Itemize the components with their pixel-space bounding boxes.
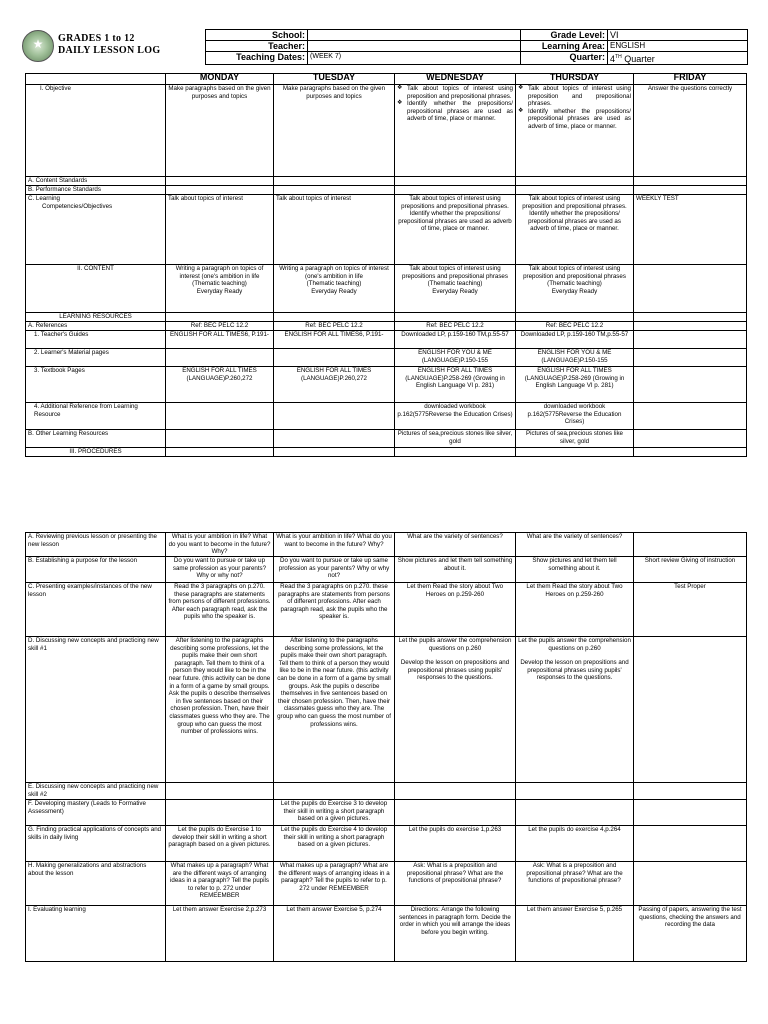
competencies-thursday: Talk about topics of interest using preposition and prepositional phrases. Identify whether the prepositions/ prepositional phrases are used as adverb of time, place or manner. xyxy=(516,195,634,265)
quarter-value xyxy=(608,52,748,65)
lm-wednesday: ENGLISH FOR YOU & ME (LANGUAGE)P.150-155 xyxy=(395,349,516,367)
area-value: ENGLISH xyxy=(608,41,748,52)
proc-a-label: A. Reviewing previous lesson or presenting the new lesson xyxy=(26,533,166,557)
proc-f-label: F. Developing mastery (Leads to Formative Assessment) xyxy=(26,800,166,826)
empty-cell xyxy=(274,430,395,448)
proc-b-tuesday: Do you want to pursue or take up same profession as your parents? Why or why not? xyxy=(274,557,395,583)
dates-label: Teaching Dates: xyxy=(206,52,308,65)
content-tuesday xyxy=(274,265,395,313)
proc-d-thursday xyxy=(516,637,634,783)
empty-cell xyxy=(516,448,634,457)
proc-b-label: B. Establishing a purpose for the lesson xyxy=(26,557,166,583)
empty-cell xyxy=(634,186,747,195)
teachers-guides-label: 1. Teacher's Guides xyxy=(26,331,166,349)
ot-thursday: Pictures of sea,precious stones like silver, gold xyxy=(516,430,634,448)
proc-i-wednesday: Directions: Arrange the following sentences in paragraph form. Decide the order in which you will arrange the ideas before you begin writing. xyxy=(395,906,516,962)
content-tue-a: Writing a paragraph on topics of interest (one's ambition in life xyxy=(279,265,389,280)
lm-thursday: ENGLISH FOR YOU & ME (LANGUAGE)P.150-155 xyxy=(516,349,634,367)
additional-reference-label: 4. Additional Reference from Learning Resource xyxy=(26,403,166,430)
empty-cell xyxy=(166,313,274,322)
empty-cell xyxy=(166,349,274,367)
procedures-heading: III. PROCEDURES xyxy=(26,448,166,457)
empty-cell xyxy=(634,783,747,800)
corner-cell xyxy=(26,74,166,85)
proc-d-monday: After listening to the paragraphs describing some professions, let the pupils make their own short paragraph. Tell them to think of a person they would like to be in the near future. (this activity can be done in a form of a game by small groups. Ask the pupils o describe themselves in five sentences based on their chosen profession. Then, have their classmates guess who they are. The group who can guess the most number of professions wins. xyxy=(166,637,274,783)
content-thu-b: (Thematic teaching) xyxy=(547,280,602,288)
ad-wednesday: downloaded workbook p.162(5775Reverse the Education Crises) xyxy=(395,403,516,430)
empty-cell xyxy=(634,177,747,186)
competencies-wednesday: Talk about topics of interest using prepositions and prepositional phrases. Identify whether the prepositions/ prepositional phrases are used as adverb of time, place or manner. xyxy=(395,195,516,265)
content-mon-a: Writing a paragraph on topics of interest (one's ambition in life xyxy=(175,265,264,280)
content-tue-b: (Thematic teaching) xyxy=(306,280,362,288)
empty-cell xyxy=(634,448,747,457)
learning-resources-label: LEARNING RESOURCES xyxy=(26,313,166,322)
empty-cell xyxy=(274,448,395,457)
proc-g-thursday: Let the pupils do exercise 4,p.264 xyxy=(516,826,634,862)
objective-tuesday: Make paragraphs based on the given purposes and topics xyxy=(274,85,395,177)
content-wed-c: Everyday Ready xyxy=(432,287,478,295)
content-wed-a: Talk about topics of interest using prepositions and prepositional phrases xyxy=(402,265,508,280)
empty-cell xyxy=(634,430,747,448)
empty-cell xyxy=(166,800,274,826)
proc-b-wednesday: Show pictures and let them tell something about it. xyxy=(395,557,516,583)
header-info-table xyxy=(205,29,748,65)
proc-b-friday: Short review Giving of instruction xyxy=(634,557,747,583)
content-wed-b: (Thematic teaching) xyxy=(427,280,483,288)
day-header-tuesday: TUESDAY xyxy=(274,74,395,85)
empty-cell xyxy=(395,177,516,186)
content-thu-c: Everyday Ready xyxy=(551,287,598,295)
day-header-wednesday: WEDNESDAY xyxy=(395,74,516,85)
proc-i-tuesday: Let them answer Exercise 5, p.274 xyxy=(274,906,395,962)
objective-wednesday xyxy=(395,85,516,177)
proc-g-wednesday: Let the pupils do exercise 1,p.263 xyxy=(395,826,516,862)
empty-cell xyxy=(634,403,747,430)
empty-cell xyxy=(516,800,634,826)
proc-h-monday: What makes up a paragraph? What are the different ways of arranging ideas in a paragraph? Tell the pupils to refer to p. 272 under REMEEMBER xyxy=(166,862,274,906)
content-standards-label: A. Content Standards xyxy=(26,177,166,186)
empty-cell xyxy=(516,186,634,195)
dates-value: (WEEK 7) xyxy=(308,52,521,65)
empty-cell xyxy=(634,322,747,331)
proc-i-monday: Let them answer Exercise 2,p.273 xyxy=(166,906,274,962)
proc-h-thursday: Ask: What is a preposition and prepositional phrase? What are the functions of prepositional phrase? xyxy=(516,862,634,906)
proc-c-monday: Read the 3 paragraphs on p.270. these paragraphs are statements from persons of different professions. After each paragraph read, ask the pupils who the speaker is. xyxy=(166,583,274,637)
proc-h-tuesday: What makes up a paragraph? What are the different ways of arranging ideas in a paragraph? Tell the pupils to refer to p. 272 under REMEEMBER xyxy=(274,862,395,906)
proc-c-label: C. Presenting examples/instances of the new lesson xyxy=(26,583,166,637)
empty-cell xyxy=(516,783,634,800)
lesson-table-procedures xyxy=(25,532,747,962)
teacher-value xyxy=(308,41,521,52)
quarter-label: Quarter: xyxy=(521,52,608,65)
objective-thu-bullet-1: ❖ Talk about topics of interest using preposition and prepositional phrases. xyxy=(528,85,631,108)
ad-thursday: downloaded workbook p.162(5775Reverse the Education Crises) xyxy=(516,403,634,430)
proc-c-thursday: Let them Read the story about Two Heroes on p.259-260 xyxy=(516,583,634,637)
tg-thursday: Downloaded LP, p.159-160 TM,p.55-57 xyxy=(516,331,634,349)
content-wednesday xyxy=(395,265,516,313)
quarter-num: 4 xyxy=(610,54,616,64)
area-label: Learning Area: xyxy=(521,41,608,52)
content-thu-a: Talk about topics of interest using preposition and prepositional phrases xyxy=(523,265,626,280)
grade-value: VI xyxy=(608,30,748,41)
proc-a-thursday: What are the variety of sentences? xyxy=(516,533,634,557)
empty-cell xyxy=(166,783,274,800)
objective-thu-bullet-2: ❖ Identify whether the prepositions/ prepositional phrases are used as adverb of time, place or manner. xyxy=(528,108,631,131)
empty-cell xyxy=(274,403,395,430)
empty-cell xyxy=(395,186,516,195)
proc-e-label: E. Discussing new concepts and practicing new skill #2 xyxy=(26,783,166,800)
empty-cell xyxy=(395,800,516,826)
empty-cell xyxy=(634,862,747,906)
tg-monday: ENGLISH FOR ALL TIMES6, P.191- xyxy=(166,331,274,349)
proc-h-wednesday: Ask: What is a preposition and prepositional phrase? What are the functions of prepositional phrase? xyxy=(395,862,516,906)
content-thursday xyxy=(516,265,634,313)
proc-d-wednesday xyxy=(395,637,516,783)
proc-g-monday: Let the pupils do Exercise 1 to develop their skill in writing a short paragraph based on a given pictures. xyxy=(166,826,274,862)
empty-cell xyxy=(274,349,395,367)
content-label: II. CONTENT xyxy=(26,265,166,313)
quarter-sup: TH xyxy=(615,54,622,60)
seal-emblem-icon: ★ xyxy=(32,37,44,51)
proc-a-monday: What is your ambition in life? What do you want to become in the future? Why? xyxy=(166,533,274,557)
empty-cell xyxy=(634,331,747,349)
references-label: A. References xyxy=(26,322,166,331)
proc-d-thu-b: Develop the lesson on prepositions and prepositional phrases using pupils' responses to the questions. xyxy=(520,659,629,682)
proc-f-tuesday: Let the pupils do Exercise 3 to develop their skill in writing a short paragraph based on a given pictures. xyxy=(274,800,395,826)
empty-cell xyxy=(516,313,634,322)
empty-cell xyxy=(634,349,747,367)
empty-cell xyxy=(274,313,395,322)
empty-cell xyxy=(395,783,516,800)
objective-monday: Make paragraphs based on the given purposes and topics xyxy=(166,85,274,177)
textbook-pages-label: 3. Textbook Pages xyxy=(26,367,166,403)
proc-d-thu-a: Let the pupils answer the comprehension questions on p.260 xyxy=(518,637,631,652)
tg-tuesday: ENGLISH FOR ALL TIMES6, P.191- xyxy=(274,331,395,349)
references-wednesday: Ref: BEC PELC 12.2 xyxy=(395,322,516,331)
objective-friday: Answer the questions correctly xyxy=(634,85,747,177)
competencies-tuesday: Talk about topics of interest xyxy=(274,195,395,265)
grade-label: Grade Level: xyxy=(521,30,608,41)
proc-a-wednesday: What are the variety of sentences? xyxy=(395,533,516,557)
tb-tuesday: ENGLISH FOR ALL TIMES (LANGUAGE)P.260,272 xyxy=(274,367,395,403)
empty-cell xyxy=(634,533,747,557)
competencies-label-b: Competencies/Objectives xyxy=(42,202,113,210)
tb-wednesday: ENGLISH FOR ALL TIMES (LANGUAGE)P.258-269 (Growing in English Language VI p. 281) xyxy=(395,367,516,403)
tb-monday: ENGLISH FOR ALL TIMES (LANGUAGE)P.260,272 xyxy=(166,367,274,403)
empty-cell xyxy=(634,637,747,783)
proc-i-label: I. Evaluating learning xyxy=(26,906,166,962)
objective-wed-bullet-1: ❖ Talk about topics of interest using preposition and prepositional phrases. xyxy=(407,85,513,100)
empty-cell xyxy=(274,783,395,800)
objective-thursday xyxy=(516,85,634,177)
day-header-friday: FRIDAY xyxy=(634,74,747,85)
title-line-1: GRADES 1 to 12 xyxy=(58,33,135,44)
content-monday xyxy=(166,265,274,313)
objective-label: I. Objective xyxy=(26,85,166,177)
empty-cell xyxy=(634,313,747,322)
teacher-label: Teacher: xyxy=(206,41,308,52)
other-resources-label: B. Other Learning Resources xyxy=(26,430,166,448)
proc-g-tuesday: Let the pupils do Exercise 4 to develop their skill in writing a short paragraph based on a given pictures. xyxy=(274,826,395,862)
proc-g-label: G. Finding practical applications of concepts and skills in daily living xyxy=(26,826,166,862)
content-mon-b: (Thematic teaching) xyxy=(192,280,247,288)
proc-d-wed-b: Develop the lesson on prepositions and prepositional phrases using pupils' responses to the questions. xyxy=(400,659,510,682)
empty-cell xyxy=(634,826,747,862)
empty-cell xyxy=(274,177,395,186)
empty-cell xyxy=(166,186,274,195)
proc-i-friday: Passing of papers, answering the test questions, checking the answers and recording the data xyxy=(634,906,747,962)
empty-cell xyxy=(274,186,395,195)
empty-cell xyxy=(634,265,747,313)
performance-standards-label: B. Performance Standards xyxy=(26,186,166,195)
empty-cell xyxy=(166,177,274,186)
references-tuesday: Ref: BEC PELC 12.2 xyxy=(274,322,395,331)
references-monday: Ref: BEC PELC 12.2 xyxy=(166,322,274,331)
school-value xyxy=(308,30,521,41)
proc-a-tuesday: What is your ambition in life? What do you want to become in the future? Why? xyxy=(274,533,395,557)
day-header-thursday: THURSDAY xyxy=(516,74,634,85)
ot-wednesday: Pictures of sea,precious stones like silver, gold xyxy=(395,430,516,448)
empty-cell xyxy=(166,448,274,457)
empty-cell xyxy=(395,313,516,322)
title-line-2: DAILY LESSON LOG xyxy=(58,45,161,56)
competencies-label xyxy=(26,195,166,265)
proc-c-tuesday: Read the 3 paragraphs on p.270. these paragraphs are statements from persons of different professions. After each paragraph read, ask the pupils who the speaker is. xyxy=(274,583,395,637)
school-label: School: xyxy=(206,30,308,41)
empty-cell xyxy=(166,430,274,448)
proc-d-label: D. Discussing new concepts and practicing new skill #1 xyxy=(26,637,166,783)
proc-d-wed-a: Let the pupils answer the comprehension questions on p.260 xyxy=(398,637,512,652)
proc-c-wednesday: Let them Read the story about Two Heroes on p.259-260 xyxy=(395,583,516,637)
tg-wednesday: Downloaded LP, p.159-160 TM,p.55-57 xyxy=(395,331,516,349)
learners-material-label: 2. Learner's Material pages xyxy=(26,349,166,367)
proc-c-friday: Test Proper xyxy=(634,583,747,637)
references-thursday: Ref: BEC PELC 12.2 xyxy=(516,322,634,331)
lesson-table-upper xyxy=(25,73,747,457)
proc-b-thursday: Show pictures and let them tell something about it. xyxy=(516,557,634,583)
competencies-monday: Talk about topics of interest xyxy=(166,195,274,265)
empty-cell xyxy=(634,800,747,826)
empty-cell xyxy=(166,403,274,430)
proc-b-monday: Do you want to pursue or take up same profession as your parents? Why or why not? xyxy=(166,557,274,583)
tb-thursday: ENGLISH FOR ALL TIMES (LANGUAGE)P.258-269 (Growing in English Language VI p. 281) xyxy=(516,367,634,403)
proc-i-thursday: Let them answer Exercise 5, p.265 xyxy=(516,906,634,962)
day-header-monday: MONDAY xyxy=(166,74,274,85)
proc-d-tuesday: After listening to the paragraphs describing some professions, let the pupils make their own short paragraph. Tell them to think of a person they would like to be in the near future. (this activity can be done in a form of a game by small groups. Ask the pupils o describe themselves in five sentences based on their chosen profession. Then, have their classmates guess who they are. The group who can guess the most number of professions wins. xyxy=(274,637,395,783)
proc-h-label: H. Making generalizations and abstractions about the lesson xyxy=(26,862,166,906)
quarter-word: Quarter xyxy=(624,54,655,64)
empty-cell xyxy=(395,448,516,457)
content-mon-c: Everyday Ready xyxy=(196,287,243,295)
content-tue-c: Everyday Ready xyxy=(311,287,357,295)
empty-cell xyxy=(634,367,747,403)
competencies-label-a: C. Learning xyxy=(28,195,60,202)
objective-wed-bullet-2: ❖ Identify whether the prepositions/ prepositional phrases are used as adverb of time, place or manner. xyxy=(407,100,513,123)
deped-seal-logo xyxy=(22,30,54,62)
competencies-friday: WEEKLY TEST xyxy=(634,195,747,265)
empty-cell xyxy=(516,177,634,186)
